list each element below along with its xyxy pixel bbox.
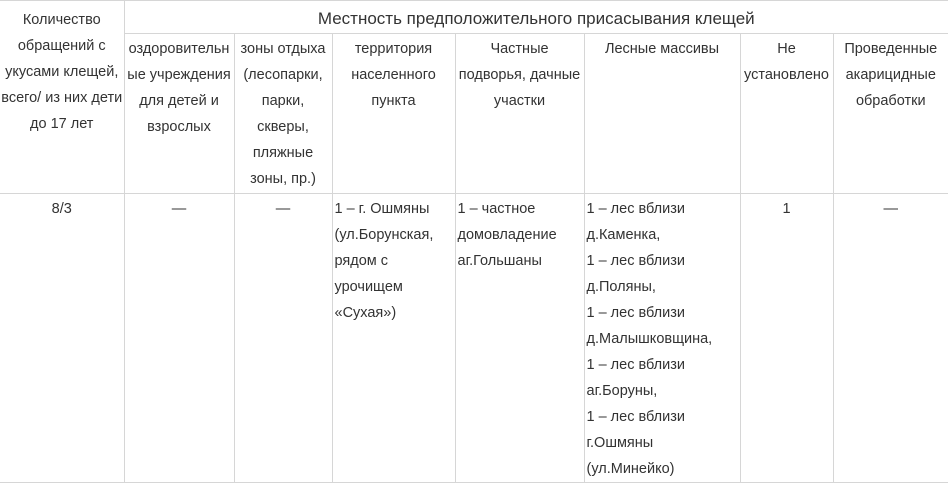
cell-settlement: 1 – г. Ошмяны (ул.Борунская, рядом с урочищем «Сухая») (332, 194, 455, 483)
cell-health-institutions: — (124, 194, 234, 483)
forest-entry: 1 – лес вблизи д.Поляны, (586, 253, 685, 295)
header-total-bites: Количество обращений с укусами клещей, всего/ из них дети до 17 лет (0, 1, 124, 194)
cell-acaricide-treatments: — (833, 194, 948, 483)
cell-forests (584, 194, 740, 483)
subheader-acaricide-treatments: Проведенные акарицидные обработки (833, 34, 948, 194)
subheader-private-plots: Частные подворья, дачные участки (455, 34, 584, 194)
subheader-settlement-territory: территория населенного пункта (332, 34, 455, 194)
table-row (0, 194, 948, 483)
forest-entry: 1 – лес вблизи г.Ошмяны (ул.Минейко) (586, 409, 685, 477)
cell-recreation-zones: — (234, 194, 332, 483)
subheader-recreation-zones: зоны отдыха (лесопарки, парки, скверы, пляжные зоны, пр.) (234, 34, 332, 194)
forest-entry: 1 – лес вблизи аг.Боруны, (586, 357, 685, 399)
forest-entry: 1 – лес вблизи д.Каменка, (586, 201, 685, 243)
header-location-group: Местность предположительного присасывания клещей (124, 1, 948, 34)
header-row-group (0, 1, 948, 34)
cell-private-plots: 1 – частное домовладение аг.Гольшаны (455, 194, 584, 483)
cell-total: 8/3 (0, 194, 124, 483)
forest-entry: 1 – лес вблизи д.Малышковщина, (586, 305, 713, 347)
cell-not-established: 1 (740, 194, 833, 483)
header-row-subheaders (0, 34, 948, 194)
subheader-health-institutions: оздоровительные учреждения для детей и взрослых (124, 34, 234, 194)
subheader-forests: Лесные массивы (584, 34, 740, 194)
subheader-not-established: Не установлено (740, 34, 833, 194)
